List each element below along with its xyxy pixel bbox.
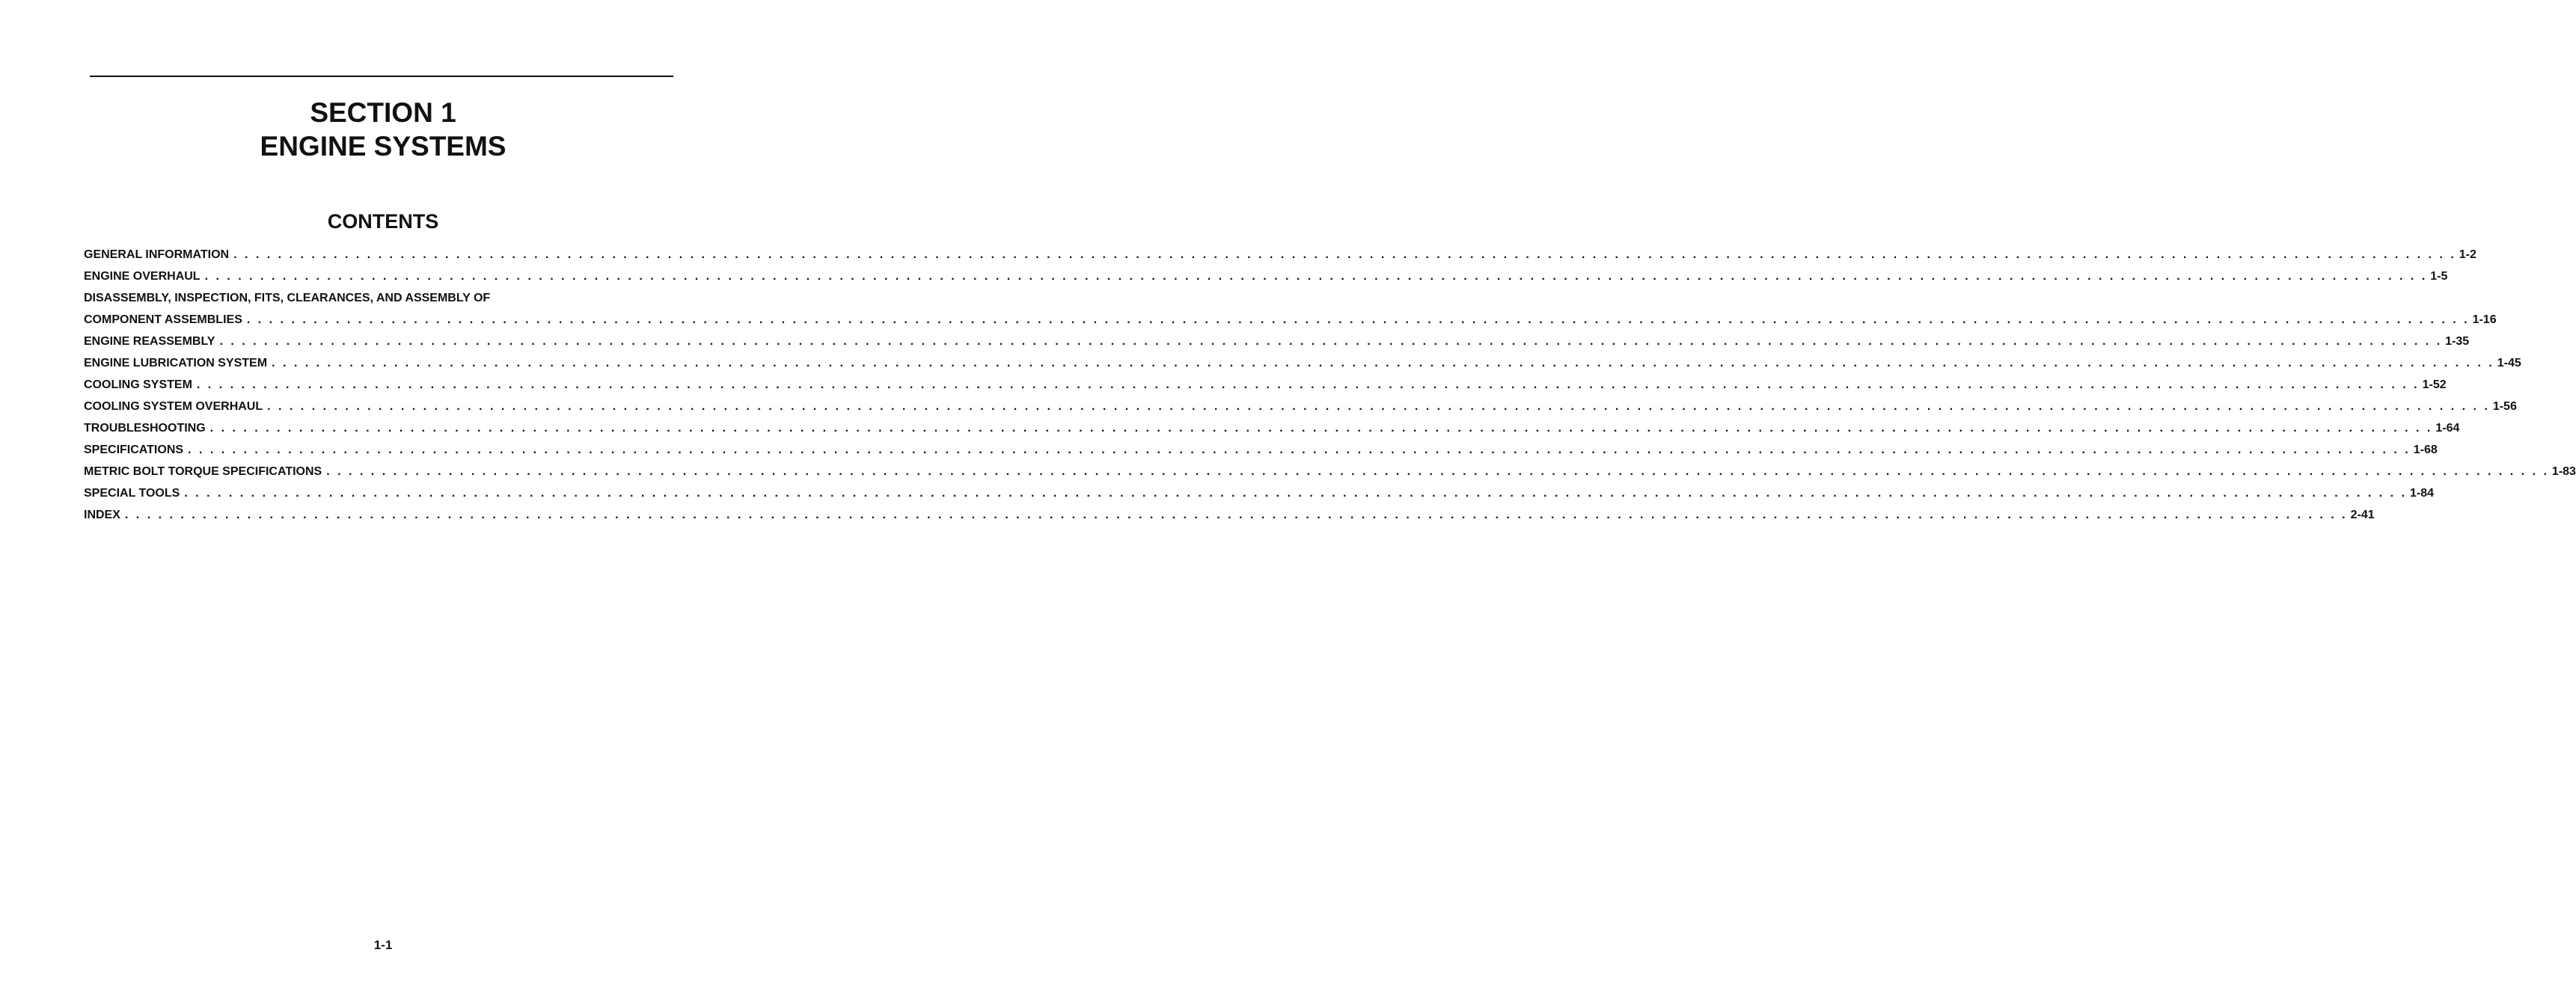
table-of-contents bbox=[84, 244, 2576, 526]
section-name: ENGINE SYSTEMS bbox=[260, 131, 507, 162]
toc-entry-title: COOLING SYSTEM bbox=[84, 378, 192, 391]
toc-entry bbox=[84, 266, 2448, 287]
toc-entry bbox=[84, 331, 2470, 352]
toc-entry-title: SPECIFICATIONS bbox=[84, 444, 184, 456]
toc-entry-page: 1-2 bbox=[2459, 248, 2476, 261]
toc-entry-title: ENGINE REASSEMBLY bbox=[84, 335, 215, 348]
toc-entry-title: COMPONENT ASSEMBLIES bbox=[84, 313, 242, 326]
toc-entry-page: 1-68 bbox=[2413, 444, 2438, 456]
toc-leader-dots: . . . . . . . . . . . . . . . . . . . . . . . . . . . . . . . . . . . . . . . . . . . . . . . . . . . . . . . . . . . . . . . . . . . . . . . . . . . . . . . . . . . . . . . . . . . . . . . . . . . . . . . . . . . . . . . . . . . . . . . . . . . . . . . . . . . . . . . . . . . . . . . . . . . . . . . . . . . . . . . . . . . . . . . . . . . . . . . . . . . . . . . . . . . . . . . . . . . . . . . . bbox=[209, 422, 2433, 435]
toc-entry bbox=[84, 244, 2476, 266]
toc-entry-title: ENGINE LUBRICATION SYSTEM bbox=[84, 357, 268, 369]
toc-leader-dots: . . . . . . . . . . . . . . . . . . . . . . . . . . . . . . . . . . . . . . . . . . . . . . . . . . . . . . . . . . . . . . . . . . . . . . . . . . . . . . . . . . . . . . . . . . . . . . . . . . . . . . . . . . . . . . . . . . . . . . . . . . . . . . . . . . . . . . . . . . . . . . . . . . . . . . . . . . . . . . . . . . . . . . . . . . . . . . . . . . . . . . . . . . . . . . . . . . . . . . . . bbox=[124, 509, 2348, 521]
toc-leader-dots: . . . . . . . . . . . . . . . . . . . . . . . . . . . . . . . . . . . . . . . . . . . . . . . . . . . . . . . . . . . . . . . . . . . . . . . . . . . . . . . . . . . . . . . . . . . . . . . . . . . . . . . . . . . . . . . . . . . . . . . . . . . . . . . . . . . . . . . . . . . . . . . . . . . . . . . . . . . . . . . . . . . . . . . . . . . . . . . . . . . . . . . . . . . . . . . . . . . . . . . . bbox=[184, 487, 2408, 500]
toc-entry-title: INDEX bbox=[84, 509, 120, 521]
toc-entry-page: 1-5 bbox=[2430, 270, 2448, 283]
toc-entry-page: 1-35 bbox=[2445, 335, 2470, 348]
toc-entry-page: 1-16 bbox=[2472, 313, 2497, 326]
section-label: SECTION 1 bbox=[310, 97, 456, 128]
toc-entry-page: 2-41 bbox=[2350, 509, 2375, 521]
toc-leader-dots: . . . . . . . . . . . . . . . . . . . . . . . . . . . . . . . . . . . . . . . . . . . . . . . . . . . . . . . . . . . . . . . . . . . . . . . . . . . . . . . . . . . . . . . . . . . . . . . . . . . . . . . . . . . . . . . . . . . . . . . . . . . . . . . . . . . . . . . . . . . . . . . . . . . . . . . . . . . . . . . . . . . . . . . . . . . . . . . . . . . . . . . . . . . . . . . . . . . . . . . . bbox=[326, 465, 2549, 478]
toc-entry bbox=[84, 439, 2438, 461]
toc-entry bbox=[84, 352, 2521, 374]
toc-leader-dots: . . . . . . . . . . . . . . . . . . . . . . . . . . . . . . . . . . . . . . . . . . . . . . . . . . . . . . . . . . . . . . . . . . . . . . . . . . . . . . . . . . . . . . . . . . . . . . . . . . . . . . . . . . . . . . . . . . . . . . . . . . . . . . . . . . . . . . . . . . . . . . . . . . . . . . . . . . . . . . . . . . . . . . . . . . . . . . . . . . . . . . . . . . . . . . . . . . . . . . . . bbox=[246, 313, 2470, 326]
toc-entry bbox=[84, 374, 2447, 396]
toc-leader-dots: . . . . . . . . . . . . . . . . . . . . . . . . . . . . . . . . . . . . . . . . . . . . . . . . . . . . . . . . . . . . . . . . . . . . . . . . . . . . . . . . . . . . . . . . . . . . . . . . . . . . . . . . . . . . . . . . . . . . . . . . . . . . . . . . . . . . . . . . . . . . . . . . . . . . . . . . . . . . . . . . . . . . . . . . . . . . . . . . . . . . . . . . . . . . . . . . . . . . . . . . bbox=[272, 357, 2494, 369]
contents-heading: CONTENTS bbox=[327, 210, 439, 233]
toc-entry-page: 1-45 bbox=[2497, 357, 2521, 369]
toc-entry-title: TROUBLESHOOTING bbox=[84, 422, 206, 435]
toc-entry-title: METRIC BOLT TORQUE SPECIFICATIONS bbox=[84, 465, 322, 478]
toc-entry-title: ENGINE OVERHAUL bbox=[84, 270, 201, 283]
page-number: 1-1 bbox=[373, 938, 393, 952]
toc-entry bbox=[84, 287, 675, 309]
toc-leader-dots: . . . . . . . . . . . . . . . . . . . . . . . . . . . . . . . . . . . . . . . . . . . . . . . . . . . . . . . . . . . . . . . . . . . . . . . . . . . . . . . . . . . . . . . . . . . . . . . . . . . . . . . . . . . . . . . . . . . . . . . . . . . . . . . . . . . . . . . . . . . . . . . . . . . . . . . . . . . . . . . . . . . . . . . . . . . . . . . . . . . . . . . . . . . . . . . . . . . . . . . . bbox=[233, 248, 2456, 261]
toc-entry bbox=[84, 482, 2435, 504]
toc-leader-dots: . . . . . . . . . . . . . . . . . . . . . . . . . . . . . . . . . . . . . . . . . . . . . . . . . . . . . . . . . . . . . . . . . . . . . . . . . . . . . . . . . . . . . . . . . . . . . . . . . . . . . . . . . . . . . . . . . . . . . . . . . . . . . . . . . . . . . . . . . . . . . . . . . . . . . . . . . . . . . . . . . . . . . . . . . . . . . . . . . . . . . . . . . . . . . . . . . . . . . . . . bbox=[196, 378, 2420, 391]
top-rule bbox=[90, 76, 673, 77]
toc-entry bbox=[84, 396, 2517, 417]
toc-leader-dots: . . . . . . . . . . . . . . . . . . . . . . . . . . . . . . . . . . . . . . . . . . . . . . . . . . . . . . . . . . . . . . . . . . . . . . . . . . . . . . . . . . . . . . . . . . . . . . . . . . . . . . . . . . . . . . . . . . . . . . . . . . . . . . . . . . . . . . . . . . . . . . . . . . . . . . . . . . . . . . . . . . . . . . . . . . . . . . . . . . . . . . . . . . . . . . . . . . . . . . . . bbox=[267, 400, 2490, 413]
toc-entry-page: 1-83 bbox=[2551, 465, 2576, 478]
toc-entry-page: 1-56 bbox=[2492, 400, 2517, 413]
toc-entry bbox=[84, 309, 2497, 331]
toc-entry bbox=[84, 504, 2375, 526]
toc-entry-page: 1-84 bbox=[2410, 487, 2435, 500]
toc-leader-dots: . . . . . . . . . . . . . . . . . . . . . . . . . . . . . . . . . . . . . . . . . . . . . . . . . . . . . . . . . . . . . . . . . . . . . . . . . . . . . . . . . . . . . . . . . . . . . . . . . . . . . . . . . . . . . . . . . . . . . . . . . . . . . . . . . . . . . . . . . . . . . . . . . . . . . . . . . . . . . . . . . . . . . . . . . . . . . . . . . . . . . . . . . . . . . . . . . . . . . . . . bbox=[204, 270, 2428, 283]
toc-leader-dots: . . . . . . . . . . . . . . . . . . . . . . . . . . . . . . . . . . . . . . . . . . . . . . . . . . . . . . . . . . . . . . . . . . . . . . . . . . . . . . . . . . . . . . . . . . . . . . . . . . . . . . . . . . . . . . . . . . . . . . . . . . . . . . . . . . . . . . . . . . . . . . . . . . . . . . . . . . . . . . . . . . . . . . . . . . . . . . . . . . . . . . . . . . . . . . . . . . . . . . . . bbox=[219, 335, 2443, 348]
toc-entry-title: DISASSEMBLY, INSPECTION, FITS, CLEARANCES, AND ASSEMBLY OF bbox=[84, 292, 491, 304]
section-title bbox=[0, 96, 766, 163]
toc-entry bbox=[84, 417, 2460, 439]
toc-entry-page: 1-52 bbox=[2422, 378, 2447, 391]
toc-entry-title: SPECIAL TOOLS bbox=[84, 487, 180, 500]
toc-entry-title: COOLING SYSTEM OVERHAUL bbox=[84, 400, 263, 413]
toc-entry-page: 1-64 bbox=[2435, 422, 2460, 435]
toc-entry-title: GENERAL INFORMATION bbox=[84, 248, 230, 261]
toc-entry bbox=[84, 461, 2576, 482]
toc-leader-dots: . . . . . . . . . . . . . . . . . . . . . . . . . . . . . . . . . . . . . . . . . . . . . . . . . . . . . . . . . . . . . . . . . . . . . . . . . . . . . . . . . . . . . . . . . . . . . . . . . . . . . . . . . . . . . . . . . . . . . . . . . . . . . . . . . . . . . . . . . . . . . . . . . . . . . . . . . . . . . . . . . . . . . . . . . . . . . . . . . . . . . . . . . . . . . . . . . . . . . . . . bbox=[188, 444, 2411, 456]
